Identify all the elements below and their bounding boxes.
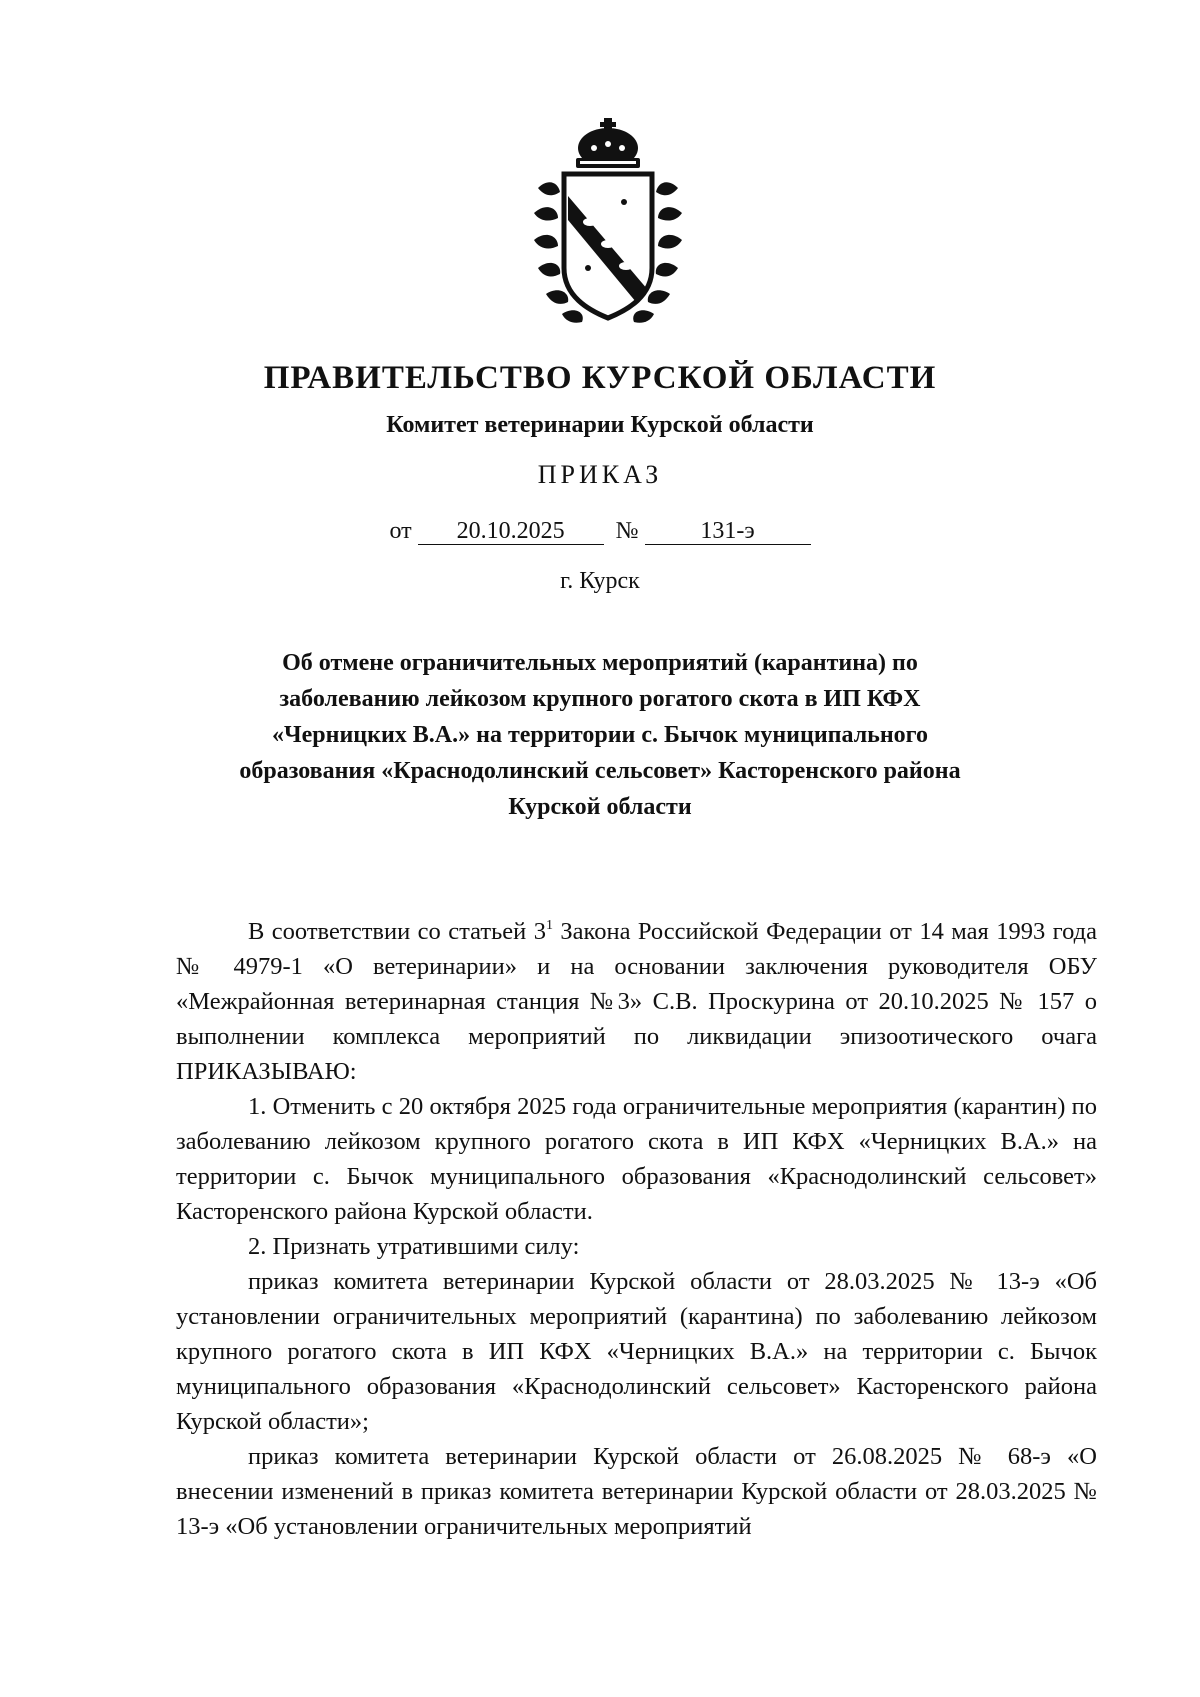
date-prefix: от [389,518,412,544]
kursk-coat-of-arms-icon [528,118,688,330]
subject-line: образования «Краснодолинский сельсовет» Касторенского района [239,758,961,784]
paragraph-item-1: 1. Отменить с 20 октября 2025 года ограничительные мероприятия (карантин) по заболеванию лейкозом крупного рогатого скота в ИП КФХ «Черницких В.А.» на территории с. Бычок муниципального образования «Краснодолинский сельсовет» Касторенского района Курской области. [176,1093,1097,1225]
subject-line: Курской области [508,794,692,820]
committee-name: Комитет ветеринарии Курской области [386,412,814,438]
paragraph-repealed-order-2: приказ комитета ветеринарии Курской области от 26.08.2025 № 68-э «О внесении изменений в приказ комитета ветеринарии Курской области от 28.03.2025 № 13-э «Об установлении ограничительных мероприятий [176,1443,1097,1540]
number-prefix: № [615,518,639,544]
government-title: ПРАВИТЕЛЬСТВО КУРСКОЙ ОБЛАСТИ [263,360,937,396]
city: г. Курск [560,568,640,594]
paragraph-repealed-order-1: приказ комитета ветеринарии Курской области от 28.03.2025 № 13-э «Об установлении ограничительных мероприятий (карантина) по заболеванию лейкозом крупного рогатого скота в ИП КФХ «Черницких В.А.» на территории с. Бычок муниципального образования «Краснодолинский сельсовет» Касторенского района Курской области»; [176,1268,1097,1435]
subject-line: заболеванию лейкозом крупного рогатого скота в ИП КФХ [279,686,921,712]
order-subject [0,645,1200,825]
subject-line: Об отмене ограничительных мероприятий (карантина) по [282,650,918,676]
document-type: ПРИКАЗ [537,460,663,489]
paragraph-preamble [176,914,1097,1089]
order-body [176,914,1097,1544]
order-number: 131-э [645,518,811,545]
order-date: 20.10.2025 [418,518,604,545]
article-superscript: 1 [545,918,553,933]
paragraph-item-2: 2. Признать утратившими силу: [248,1233,580,1260]
subject-line: «Черницких В.А.» на территории с. Бычок муниципального [272,722,928,748]
order-date-number-line [0,518,1200,545]
preamble-rest: Закона Российской Федерации от 14 мая 1993 года № 4979-1 «О ветеринарии» и на основании заключения руководителя ОБУ «Межрайонная ветеринарная станция №3» С.В. Проскурина от 20.10.2025 № 157 о выполнении комплекса мероприятий по ликвидации эпизоотического очага ПРИКАЗЫВАЮ: [176,918,1097,1085]
preamble-start: В соответствии со статьей 3 [248,918,546,945]
